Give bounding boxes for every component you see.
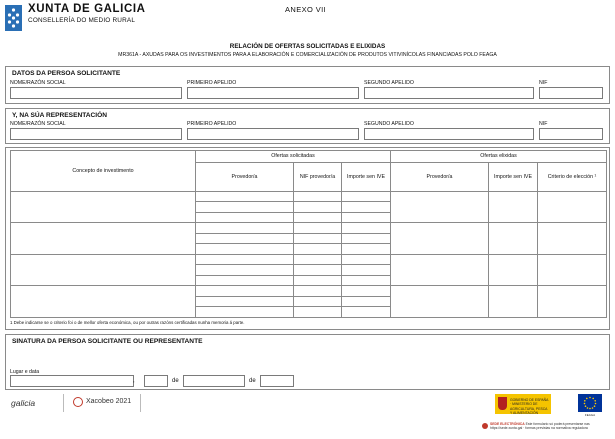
signature-section [5, 334, 610, 390]
xacobeo-logo: Xacobeo 2021 [86, 398, 132, 405]
table-cell[interactable] [294, 286, 342, 297]
rep-surname1-field[interactable] [187, 128, 359, 140]
sede-icon [482, 423, 488, 429]
offers-table-wrap [10, 150, 606, 318]
chosen-amount-header: Importe sen IVE [489, 162, 538, 191]
table-cell[interactable] [342, 244, 391, 255]
table-cell[interactable] [294, 265, 342, 276]
table-cell[interactable] [294, 202, 342, 213]
table-cell[interactable] [196, 233, 294, 244]
table-cell[interactable] [342, 191, 391, 202]
table-cell[interactable] [342, 212, 391, 223]
table-cell[interactable] [342, 275, 391, 286]
chosen-provider-cell[interactable] [391, 286, 489, 318]
concept-header: Concepto de investimento [11, 151, 196, 192]
chosen-criteria-cell[interactable] [538, 191, 607, 223]
applicant-surname1-label: PRIMEIRO APELIDO [187, 80, 237, 86]
table-cell[interactable] [294, 307, 342, 318]
concept-cell[interactable] [11, 191, 196, 223]
table-cell[interactable] [342, 307, 391, 318]
table-cell[interactable] [196, 223, 294, 234]
req-nif-header: NIF provedor/a [294, 162, 342, 191]
table-footnote: 1 Debe indicarse se o criterio foi o de mellor oferta económica, ou por outras razóns certificadas nunha memoria á parte. [10, 320, 245, 325]
applicant-surname2-label: SEGUNDO APELIDO [364, 80, 414, 86]
place-field[interactable] [10, 375, 134, 387]
eu-label: FEAGA [584, 413, 596, 417]
applicant-surname2-field[interactable] [364, 87, 534, 99]
applicant-title: DATOS DA PERSOA SOLICITANTE [12, 70, 121, 77]
chosen-criteria-cell[interactable] [538, 254, 607, 286]
chosen-criteria-cell[interactable] [538, 286, 607, 318]
req-amount-header: Importe sen IVE [342, 162, 391, 191]
table-cell[interactable] [196, 202, 294, 213]
table-cell[interactable] [294, 244, 342, 255]
concept-cell[interactable] [11, 254, 196, 286]
table-cell[interactable] [294, 233, 342, 244]
table-cell[interactable] [342, 265, 391, 276]
table-cell[interactable] [196, 191, 294, 202]
chosen-criteria-header: Criterio de elección ¹ [538, 162, 607, 191]
sede-note [490, 422, 612, 431]
table-cell[interactable] [342, 254, 391, 265]
applicant-nif-field[interactable] [539, 87, 603, 99]
table-cell[interactable] [294, 275, 342, 286]
chosen-amount-cell[interactable] [489, 191, 538, 223]
chosen-provider-header: Provedor/a [391, 162, 489, 191]
table-cell[interactable] [342, 223, 391, 234]
concept-cell[interactable] [11, 286, 196, 318]
annex-label: ANEXO VII [285, 5, 327, 14]
day-field[interactable] [144, 375, 168, 387]
footer-divider [63, 394, 64, 412]
req-provider-header: Provedor/a [196, 162, 294, 191]
logo-title: XUNTA DE GALICIA [28, 3, 146, 15]
rep-nif-field[interactable] [539, 128, 603, 140]
rep-surname2-label: SEGUNDO APELIDO [364, 121, 414, 127]
date-sep-de2: de [249, 378, 256, 384]
page-header [0, 0, 615, 36]
offers-table [10, 150, 607, 318]
table-cell[interactable] [342, 286, 391, 297]
chosen-provider-cell[interactable] [391, 191, 489, 223]
table-cell[interactable] [196, 286, 294, 297]
table-cell[interactable] [294, 212, 342, 223]
spain-shield-icon [498, 397, 507, 410]
applicant-surname1-field[interactable] [187, 87, 359, 99]
table-cell[interactable] [196, 254, 294, 265]
footer-divider [140, 394, 141, 412]
table-cell[interactable] [196, 212, 294, 223]
chosen-amount-cell[interactable] [489, 254, 538, 286]
date-sep-comma: , [133, 378, 135, 384]
table-cell[interactable] [342, 202, 391, 213]
rep-surname2-field[interactable] [364, 128, 534, 140]
table-cell[interactable] [196, 275, 294, 286]
galicia-logo: galicia [11, 398, 36, 408]
table-cell[interactable] [294, 223, 342, 234]
logo-subtitle: CONSELLERÍA DO MEDIO RURAL [28, 17, 136, 24]
table-cell[interactable] [196, 296, 294, 307]
document-subtitle: MR361A - AXUDAS PARA OS INVESTIMENTOS PARA A ELABORACIÓN E COMERCIALIZACIÓN DE PRODUTOS VITIVINÍCOLAS FINANCIADAS POLO FEAGA [118, 52, 497, 58]
chosen-group-header: Ofertas elixidas [391, 151, 607, 163]
table-cell[interactable] [196, 307, 294, 318]
chosen-provider-cell[interactable] [391, 223, 489, 255]
sede-label: SEDE ELECTRÓNICA [490, 422, 525, 426]
document-title: RELACIÓN DE OFERTAS SOLICITADAS E ELIXIDAS [229, 43, 386, 50]
date-sep-de1: de [172, 378, 179, 384]
place-date-label: Lugar e data [10, 369, 40, 375]
signature-title: SINATURA DA PERSOA SOLICITANTE OU REPRESENTANTE [12, 338, 203, 345]
rep-name-label: NOME/RAZÓN SOCIAL [10, 121, 66, 127]
applicant-nif-label: NIF [539, 80, 548, 86]
table-cell[interactable] [294, 296, 342, 307]
table-cell[interactable] [342, 233, 391, 244]
chosen-criteria-cell[interactable] [538, 223, 607, 255]
table-cell[interactable] [196, 265, 294, 276]
applicant-section [5, 66, 610, 104]
requested-group-header: Ofertas solicitadas [196, 151, 391, 163]
rep-name-field[interactable] [10, 128, 182, 140]
eu-flag-icon [578, 394, 602, 412]
sede-text: Este formulario só poderá presentarse nas https://sede.xunta.gal · formas previstas na normativa reguladora [490, 422, 590, 431]
representative-section [5, 108, 610, 144]
rep-nif-label: NIF [539, 121, 548, 127]
applicant-name-field[interactable] [10, 87, 182, 99]
table-cell[interactable] [196, 244, 294, 255]
concept-cell[interactable] [11, 223, 196, 255]
month-field[interactable] [183, 375, 245, 387]
chosen-amount-cell[interactable] [489, 286, 538, 318]
applicant-name-label: NOME/RAZÓN SOCIAL [10, 80, 66, 86]
chosen-provider-cell[interactable] [391, 254, 489, 286]
representative-title: Y, NA SÚA REPRESENTACIÓN [12, 112, 108, 119]
table-cell[interactable] [342, 296, 391, 307]
chosen-amount-cell[interactable] [489, 223, 538, 255]
xunta-logo-icon [5, 5, 22, 31]
table-cell[interactable] [294, 254, 342, 265]
xacobeo-icon [73, 397, 83, 407]
year-field[interactable] [260, 375, 294, 387]
gobierno-text: GOBIERNO DE ESPAÑA · MINISTERIO DE AGRICULTURA, PESCA Y ALIMENTACIÓN [510, 398, 549, 416]
rep-surname1-label: PRIMEIRO APELIDO [187, 121, 237, 127]
table-cell[interactable] [294, 191, 342, 202]
